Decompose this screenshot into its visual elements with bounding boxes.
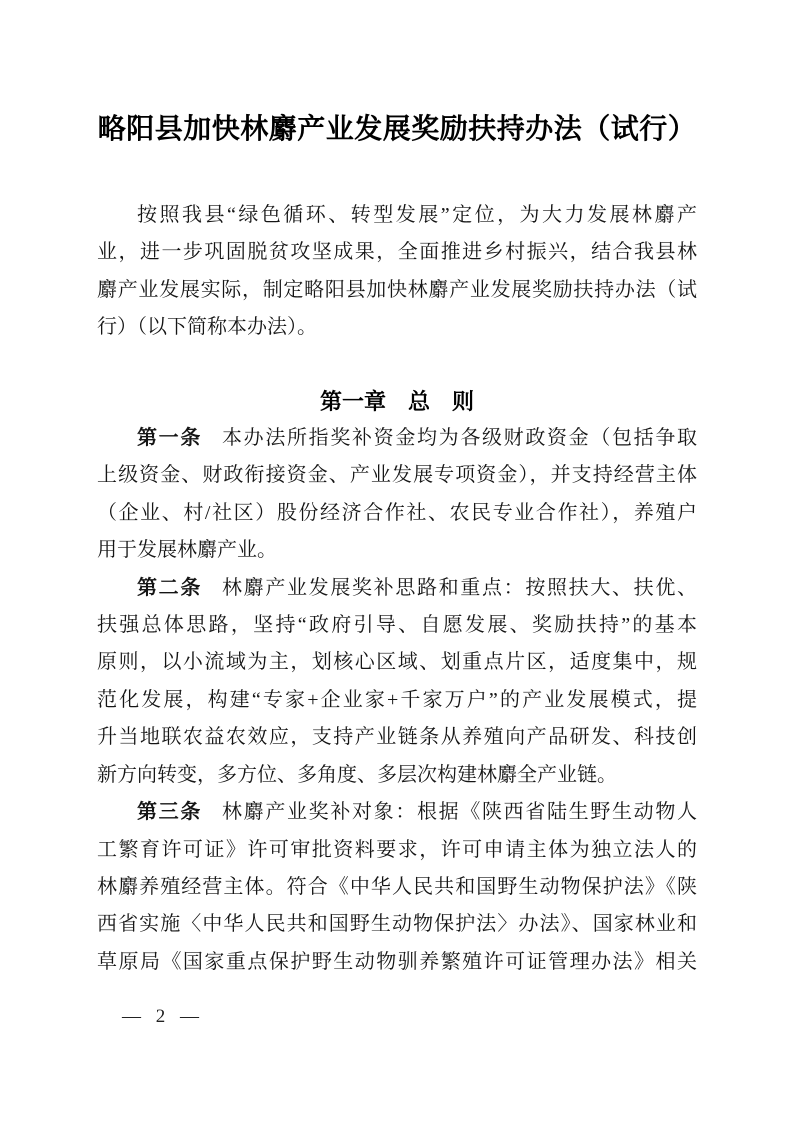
text-line: （企业、村/社区）股份经济合作社、农民专业合作社），养殖户 (97, 501, 697, 524)
text-line: 扶强总体思路，坚持“政府引导、自愿发展、奖励扶持”的基本 (97, 614, 697, 637)
text-line: 行）（以下简称本办法）。 (97, 316, 317, 339)
page-number: — 2 — (122, 1006, 204, 1027)
text-line (97, 420, 697, 457)
article-2 (97, 570, 697, 794)
article-1 (97, 420, 697, 570)
article-3-label: 第三条 (137, 801, 202, 824)
chapter-heading: 第一章 总 则 (319, 388, 474, 414)
text-line: 原则，以小流域为主，划核心区域、划重点片区，适度集中，规 (97, 651, 697, 674)
intro-paragraph (97, 197, 697, 347)
text-line: 草原局《国家重点保护野生动物驯养繁殖许可证管理办法》相关 (97, 950, 697, 973)
article-1-first-line-text: 本办法所指奖补资金均为各级财政资金（包括争取 (222, 427, 697, 450)
text-line: 业，进一步巩固脱贫攻坚成果，全面推进乡村振兴，结合我县林 (97, 241, 697, 264)
article-2-first-line-text: 林麝产业发展奖补思路和重点：按照扶大、扶优、 (222, 576, 697, 599)
text-line: 范化发展，构建“专家+企业家+千家万户”的产业发展模式，提 (97, 688, 697, 711)
text-line: 工繁育许可证》许可审批资料要求，许可申请主体为独立法人的 (97, 838, 697, 861)
article-3-first-line-text: 林麝产业奖补对象：根据《陕西省陆生野生动物人 (222, 801, 697, 824)
text-line: 升当地联农益农效应，支持产业链条从养殖向产品研发、科技创 (97, 726, 697, 749)
article-2-label: 第二条 (137, 576, 202, 599)
text-line: 按照我县“绿色循环、转型发展”定位，为大力发展林麝产 (137, 204, 697, 226)
text-line: 西省实施〈中华人民共和国野生动物保护法〉办法》、国家林业和 (97, 913, 697, 936)
article-3 (97, 794, 697, 981)
text-line: 上级资金、财政衔接资金、产业发展专项资金），并支持经营主体 (97, 464, 697, 487)
text-line: 麝产业发展实际，制定略阳县加快林麝产业发展奖励扶持办法（试 (97, 278, 697, 301)
text-line (97, 570, 697, 607)
text-line: 林麝养殖经营主体。符合《中华人民共和国野生动物保护法》《陕 (97, 875, 697, 898)
text-line: 用于发展林麝产业。 (97, 539, 277, 562)
text-line: 新方向转变，多方位、多角度、多层次构建林麝全产业链。 (97, 763, 617, 786)
document-title: 略阳县加快林麝产业发展奖励扶持办法（试行） (97, 113, 697, 144)
text-line (97, 794, 697, 831)
article-1-label: 第一条 (137, 427, 202, 450)
